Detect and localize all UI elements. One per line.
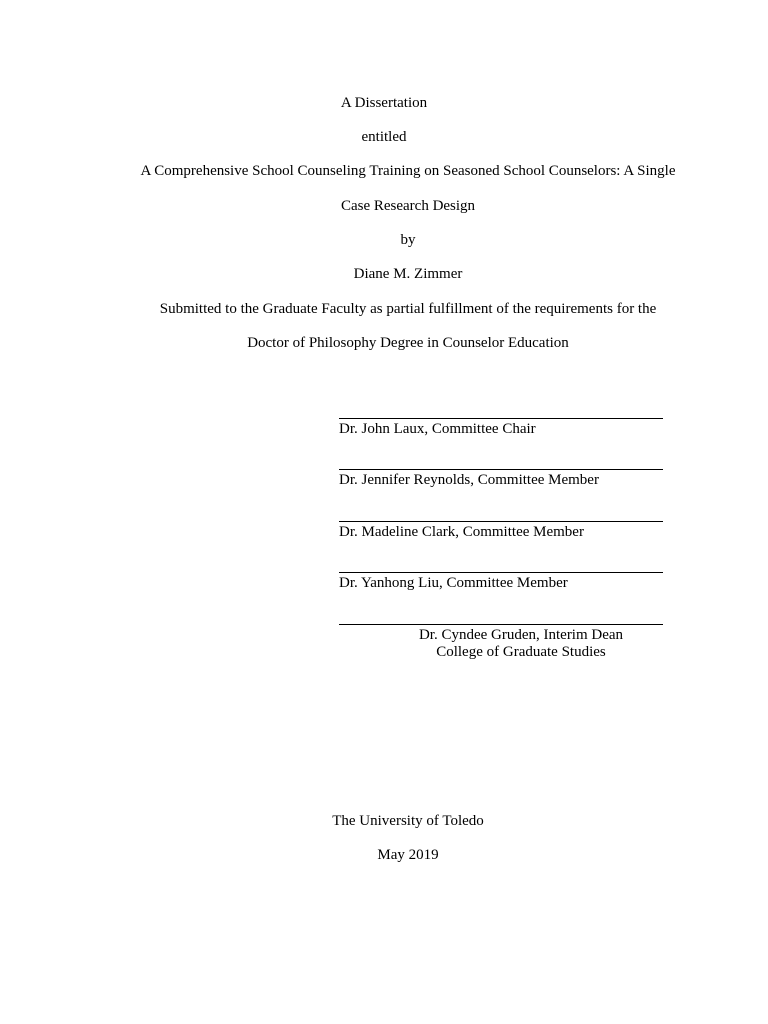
submission-date: May 2019 [377, 847, 439, 863]
document-type: A Dissertation [340, 95, 428, 111]
dissertation-title-line-1: A Comprehensive School Counseling Training on Seasoned School Counselors: A Single [140, 163, 676, 179]
committee-member-signature-label: Dr. Jennifer Reynolds, Committee Member [339, 472, 599, 488]
signature-line [339, 624, 663, 625]
committee-chair-signature-label: Dr. John Laux, Committee Chair [339, 421, 536, 437]
committee-member-signature-label: Dr. Madeline Clark, Committee Member [339, 524, 584, 540]
institution-name: The University of Toledo [332, 813, 484, 829]
signature-line [339, 572, 663, 573]
signature-line [339, 521, 663, 522]
signature-line [339, 418, 663, 419]
submission-statement-line-1: Submitted to the Graduate Faculty as partial fulfillment of the requirements for the [159, 301, 657, 317]
dean-office: College of Graduate Studies [436, 644, 606, 660]
entitled-label: entitled [361, 129, 407, 145]
author-name: Diane M. Zimmer [353, 266, 463, 282]
by-label: by [400, 232, 416, 248]
submission-statement-line-2: Doctor of Philosophy Degree in Counselor Education [247, 335, 569, 351]
dean-signature-name: Dr. Cyndee Gruden, Interim Dean [418, 627, 624, 643]
signature-line [339, 469, 663, 470]
dissertation-title-line-2: Case Research Design [340, 198, 476, 214]
committee-member-signature-label: Dr. Yanhong Liu, Committee Member [339, 575, 568, 591]
